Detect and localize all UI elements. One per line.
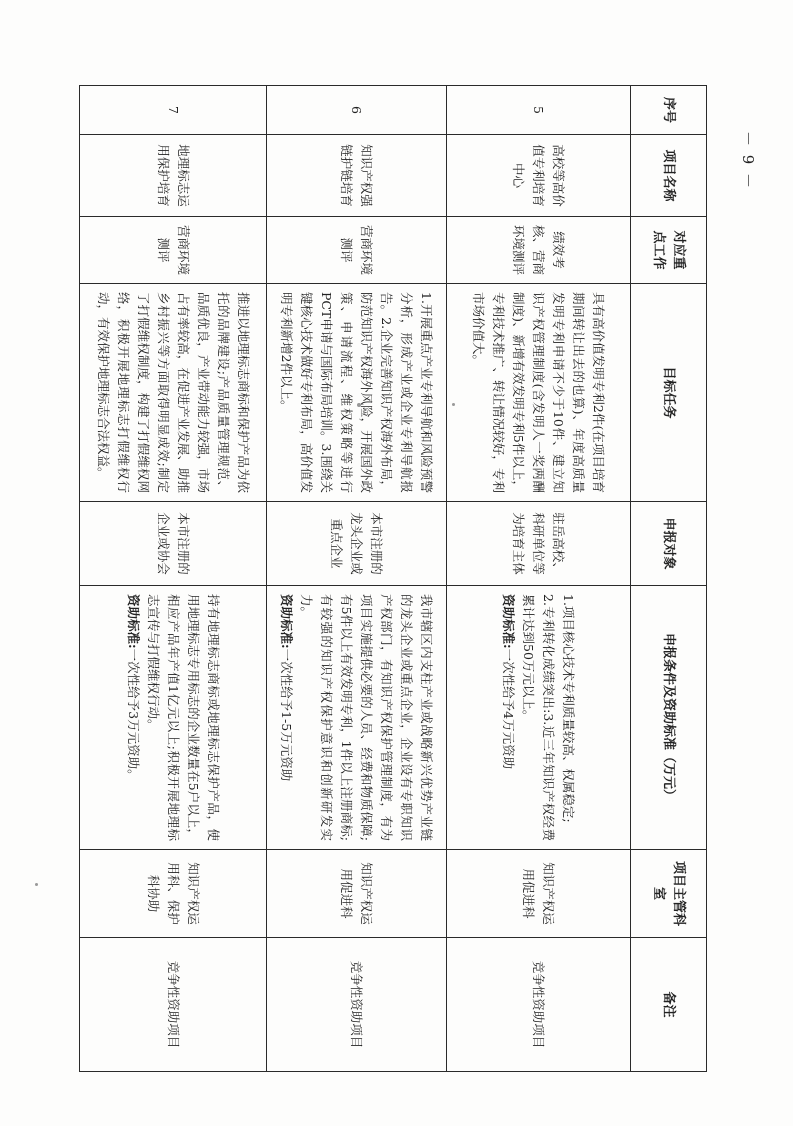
cell-dept: 知识产权运用促进科: [447, 850, 631, 938]
header-seq: 序号: [631, 86, 707, 135]
table-header-row: [631, 86, 707, 1072]
cell-work: 营商环境测评: [80, 217, 267, 284]
cell-name: 地理标志运用保护培育: [80, 135, 267, 217]
subsidy-label: 资助标准:: [501, 594, 517, 649]
cell-task: 具有高价值发明专利2件(在项目培育期间转让出去的也算)、年度高质量发明专利申请不少于10件、建立知识产权管理制度(含发明人一奖两酬制度)、新增有效发明专利5件以上，专利技术推广、转让情况较好，专利市场价值大。: [447, 284, 631, 502]
cell-name: 高校等高价值专利培育中心: [447, 135, 631, 217]
cell-conditions: [80, 586, 267, 850]
table-row: [80, 86, 267, 1072]
cell-seq: 5: [447, 86, 631, 135]
subsidy-label: 资助标准:: [126, 594, 141, 649]
subsidy-text: 一次性给予3万元资助。: [126, 648, 141, 782]
subsidy-text: 一次性给予4万元资助: [501, 648, 517, 770]
header-cond: 申报条件及资助标准（万元）: [631, 586, 707, 850]
cell-task: 推进以地理标志商标和保护产品为依托的品牌建设;产品质量管理规范、品质优良，产业带动能力较强，市场占有率较高，在促进产业发展、助推乡村振兴等方面取得明显成效;制定了打假维权制度，构建了打假维权网络，积极开展地理标志打假维权行动，有效保护地理标志合法权益。: [80, 284, 267, 502]
document-table-rotated: [80, 85, 707, 1071]
subsidy-text: 一次性给予1-5万元资助: [279, 648, 295, 782]
cell-work: 绩效考核、营商环境测评: [447, 217, 631, 284]
cell-dept: 知识产权运用科、保护科协助: [80, 850, 267, 938]
cell-dept: 知识产权运用促进科: [267, 850, 447, 938]
cell-note: 竞争性资助项目: [267, 938, 447, 1072]
cell-work: 营商环境测评: [267, 217, 447, 284]
funding-table: [79, 85, 707, 1072]
header-dept: 项目主管科室: [631, 850, 707, 938]
cell-target: 驻岳高校、科研单位等为培育主体: [447, 502, 631, 586]
cell-note: 竞争性资助项目: [80, 938, 267, 1072]
page-number: － 9 －: [739, 130, 758, 190]
cell-note: 竞争性资助项目: [447, 938, 631, 1072]
condition-line: 1.项目核心技术专利质量较高、权属稳定;: [561, 594, 577, 823]
cell-target: 本市注册的企业或协会: [80, 502, 267, 586]
cell-seq: 7: [80, 86, 267, 135]
condition-text: 持有地理标志商标或地理标志保护产品，使用地理标志专用标志的企业数量在5户以上，相应产品年产值1亿元以上;积极开展地理标志宣传与打假维权行动。: [146, 594, 221, 841]
header-task: 目标任务: [631, 284, 707, 502]
header-target: 申报对象: [631, 502, 707, 586]
scan-speck: [35, 883, 38, 886]
cell-conditions: [447, 586, 631, 850]
header-note: 备注: [631, 938, 707, 1072]
header-name: 项目名称: [631, 135, 707, 217]
table-row: [267, 86, 447, 1072]
cell-seq: 6: [267, 86, 447, 135]
condition-line: 2.专利转化成绩突出:3.近三年知识产权经费累计达到50万元以上。: [521, 594, 557, 841]
cell-conditions: [267, 586, 447, 850]
condition-text: 我市辖区内支柱产业或战略新兴优势产业链的龙头企业或重点企业，企业设有专职知识产权部门，有知识产权保护管理制度，有为项目实施提供必要的人员、经费和物质保障;有5件以上有效发明专利，1件以上注册商标;有较强的知识产权保护意识和创新研发实力。: [299, 594, 435, 841]
cell-task: 1.开展重点产业专利导航和风险预警分析，形成产业或企业专利导航报告。2.企业完善知识产权海外布局，防范知识产权海外风险，开展国外政策、申请流程、维权策略等进行PCT申请与国际布局培训。3.围绕关键核心技术做好专利布局，高价值发明专利新增2件以上。: [267, 284, 447, 502]
header-work: 对应重点工作: [631, 217, 707, 284]
table-row: [447, 86, 631, 1072]
subsidy-label: 资助标准:: [279, 594, 295, 649]
cell-target: 本市注册的龙头企业或重点企业: [267, 502, 447, 586]
cell-name: 知识产权强链护链培育: [267, 135, 447, 217]
